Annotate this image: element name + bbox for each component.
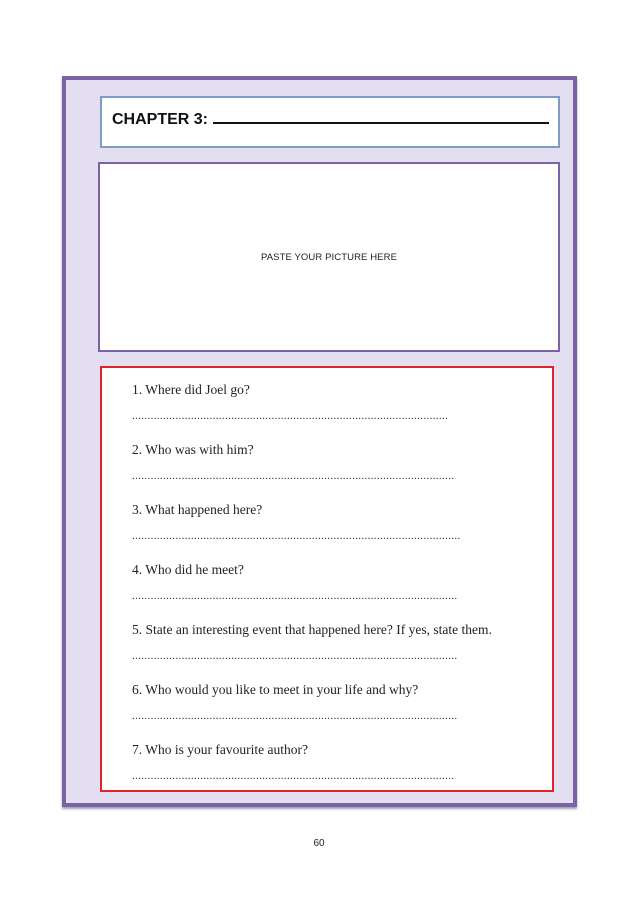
- worksheet-frame: [62, 76, 577, 807]
- question-6: 6. Who would you like to meet in your life and why?: [132, 682, 419, 697]
- question-4: 4. Who did he meet?: [132, 562, 244, 577]
- chapter-label: CHAPTER 3:: [112, 111, 209, 128]
- questions-box: [100, 366, 554, 792]
- picture-placeholder-box[interactable]: [98, 162, 560, 352]
- page-number: 60: [313, 838, 325, 849]
- question-5: 5. State an interesting event that happened here? If yes, state them.: [132, 622, 492, 637]
- answer-line-4[interactable]: .........................................................................................................: [132, 590, 458, 602]
- chapter-title-box: [100, 96, 560, 148]
- answer-line-1[interactable]: ......................................................................................................: [132, 410, 449, 422]
- question-1: 1. Where did Joel go?: [132, 382, 250, 397]
- answer-line-6[interactable]: .........................................................................................................: [132, 710, 458, 722]
- question-7: 7. Who is your favourite author?: [132, 742, 308, 757]
- picture-placeholder-text: PASTE YOUR PICTURE HERE: [260, 252, 398, 263]
- answer-line-7[interactable]: ........................................................................................................: [132, 770, 455, 782]
- chapter-heading: [112, 111, 549, 129]
- answer-line-5[interactable]: .........................................................................................................: [132, 650, 458, 662]
- answer-line-2[interactable]: ........................................................................................................: [132, 470, 455, 482]
- question-2: 2. Who was with him?: [132, 442, 254, 457]
- answer-line-3[interactable]: ..........................................................................................................: [132, 530, 461, 542]
- chapter-title-blank-line[interactable]: [213, 122, 549, 124]
- question-3: 3. What happened here?: [132, 502, 263, 517]
